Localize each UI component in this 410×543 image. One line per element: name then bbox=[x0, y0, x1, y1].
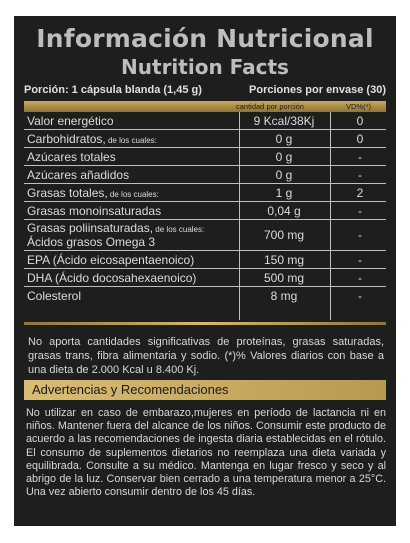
advice-text: No utilizar en caso de embarazo,mujeres en período de lactancia ni en niños. Mantener fuera del alcance de los niños. Consumir este producto de acuerdo a las recomendaciones de ingesta diaria establecidas en el rótulo. El consumo de suplementos dietarios no reemplaza una dieta variada y equilibrada. Consulte a su médico. Mantenga en lugar fresco y seco y al abrigo de la luz. Conservar bien cerrado a una temperatura menor a 25°C. Una vez abierto consumir dentro de los 45 días. bbox=[26, 407, 386, 499]
row-vd: - bbox=[358, 228, 362, 242]
row-value: 1 g bbox=[275, 186, 293, 200]
per-portion-header: cantidad por porción bbox=[236, 102, 304, 111]
row-label-note: de los cuales: bbox=[105, 136, 157, 145]
table-row bbox=[24, 287, 386, 304]
row-label: Grasas monoinsaturadas bbox=[27, 204, 162, 218]
row-vd: - bbox=[358, 168, 362, 182]
subtitle: Nutrition Facts bbox=[121, 55, 289, 79]
row-label: Grasas totales, bbox=[27, 186, 108, 200]
portion-label: Porción: 1 cápsula blanda (1,45 g) bbox=[24, 84, 202, 96]
advice-header bbox=[24, 380, 386, 400]
nutrition-panel bbox=[14, 16, 396, 526]
row-value: 500 mg bbox=[263, 271, 305, 285]
table-row bbox=[24, 130, 386, 148]
row-value: 0 g bbox=[275, 150, 293, 164]
row-value: 8 mg bbox=[270, 289, 298, 303]
row-label: Valor energético bbox=[27, 114, 114, 128]
gold-divider bbox=[24, 322, 386, 325]
row-value: 0,04 g bbox=[267, 204, 301, 218]
row-value: 0 g bbox=[275, 132, 293, 146]
row-label-note: de los cuales: bbox=[153, 225, 205, 234]
servings-label: Porciones por envase (30) bbox=[249, 84, 386, 96]
table-row bbox=[24, 166, 386, 184]
table-row bbox=[24, 148, 386, 166]
row-value: 150 mg bbox=[263, 253, 305, 267]
vd-header: VD%(*) bbox=[346, 102, 372, 111]
row-value: 9 Kcal/38Kj bbox=[253, 114, 315, 128]
row-vd: - bbox=[358, 150, 362, 164]
table-row bbox=[24, 112, 386, 130]
row-label-note: de los cuales: bbox=[107, 190, 159, 199]
table-header bbox=[24, 101, 386, 112]
row-label: Grasas poliinsaturadas, bbox=[27, 221, 154, 235]
title: Información Nutricional bbox=[36, 24, 374, 53]
row-vd: - bbox=[358, 289, 362, 303]
row-label: Carbohidratos, bbox=[27, 132, 106, 146]
row-vd: 2 bbox=[356, 186, 364, 200]
table-row bbox=[24, 251, 386, 269]
row-label-line2: Ácidos grasos Omega 3 bbox=[27, 235, 156, 249]
row-label: Colesterol bbox=[27, 289, 82, 303]
advice-title: Advertencias y Recomendaciones bbox=[32, 382, 229, 397]
row-vd: - bbox=[358, 271, 362, 285]
row-label: Azúcares totales bbox=[27, 150, 116, 164]
row-vd: 0 bbox=[356, 132, 364, 146]
row-label: Azúcares añadidos bbox=[27, 168, 130, 182]
table-row bbox=[24, 220, 386, 251]
row-label: EPA (Ácido eicosapentaenoico) bbox=[27, 253, 195, 267]
table-row bbox=[24, 269, 386, 287]
row-vd: 0 bbox=[356, 114, 364, 128]
table-row bbox=[24, 184, 386, 202]
row-label: DHA (Ácido docosahexaenoico) bbox=[27, 271, 197, 285]
row-value: 0 g bbox=[275, 168, 293, 182]
row-vd: - bbox=[358, 253, 362, 267]
row-vd: - bbox=[358, 204, 362, 218]
nutrition-note: No aporta cantidades significativas de proteínas, grasas saturadas, grasas trans, fibra alimentaria y sodio. (*)% Valores diarios con base a una dieta de 2.000 Kcal u 8.400 Kj. bbox=[28, 336, 384, 376]
table-row bbox=[24, 202, 386, 220]
row-value: 700 mg bbox=[263, 228, 305, 242]
